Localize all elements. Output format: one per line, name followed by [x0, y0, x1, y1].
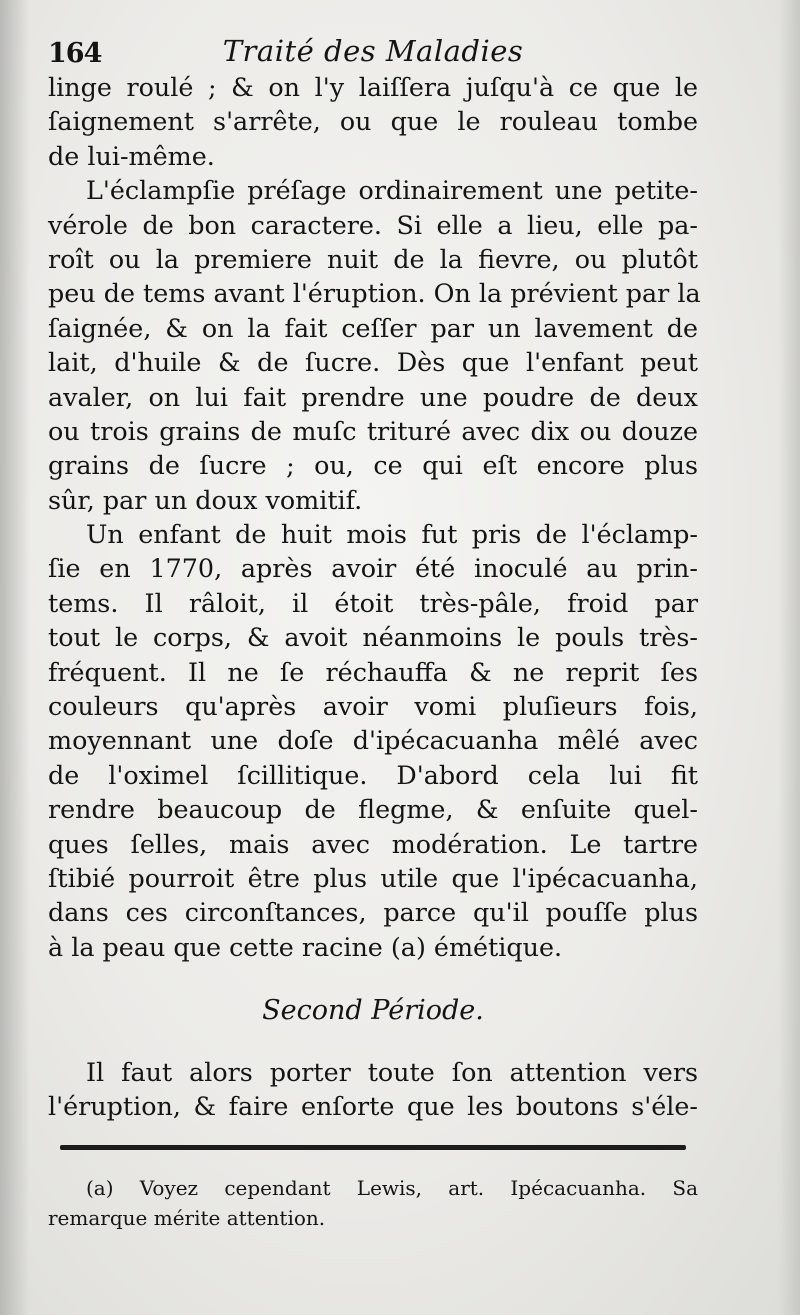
- text-line: couleurs qu'après avoir vomi pluſieurs fois,: [48, 691, 698, 722]
- text-line: ſie en 1770, après avoir été inoculé au prin-: [48, 553, 698, 584]
- text-line: l'éruption, & faire enſorte que les boutons s'éle-: [48, 1091, 698, 1122]
- text-line: L'éclampſie préſage ordinairement une petite-: [86, 175, 698, 206]
- text-line: fréquent. Il ne ſe réchauffa & ne reprit ſes: [48, 656, 698, 687]
- running-title: Traité des Maladies: [222, 34, 524, 68]
- text-line: tout le corps, & avoit néanmoins le pouls très-: [48, 622, 698, 653]
- text-line: sûr, par un doux vomitif.: [48, 484, 363, 515]
- text-line: de l'oximel ſcillitique. D'abord cela lui fit: [48, 759, 698, 790]
- text-line: dans ces circonſtances, parce qu'il pouſſe plus: [48, 897, 698, 928]
- footnote-line: (a) Voyez cependant Lewis, art. Ipécacuanha. Sa: [86, 1176, 698, 1200]
- running-head: [48, 28, 698, 72]
- text-line: rendre beaucoup de flegme, & enſuite quel-: [48, 794, 698, 825]
- text-line: avaler, on lui fait prendre une poudre de deux: [48, 381, 698, 412]
- page-edge-shadow: [778, 0, 800, 1315]
- paragraph-1: [48, 70, 698, 173]
- footnote: [48, 1173, 698, 1233]
- footnote-line: remarque mérite attention.: [48, 1206, 326, 1230]
- text-line: Un enfant de huit mois fut pris de l'éclamp-: [86, 519, 698, 550]
- text-line: Il faut alors porter toute ſon attention vers: [86, 1057, 698, 1087]
- text-line: lait, d'huile & de ſucre. Dès que l'enfant peut: [48, 347, 698, 378]
- text-line: vérole de bon caractere. Si elle a lieu, elle pa-: [48, 209, 698, 240]
- text-line: tems. Il râloit, il étoit très-pâle, froid par: [48, 587, 698, 618]
- gutter-shadow: [0, 0, 30, 1315]
- text-line: grains de ſucre ; ou, ce qui eſt encore plus: [48, 450, 698, 481]
- section-paragraph: [48, 1055, 698, 1124]
- text-line: peu de tems avant l'éruption. On la prévient par la: [48, 278, 701, 309]
- text-line: ques ſelles, mais avec modération. Le tartre: [48, 828, 698, 859]
- section-heading: Second Période.: [262, 995, 484, 1026]
- footnote-rule: [60, 1145, 686, 1150]
- text-line: linge roulé ; & on l'y laiſſera juſqu'à ce que le: [48, 72, 698, 102]
- text-line: ou trois grains de muſc trituré avec dix ou douze: [48, 415, 698, 446]
- paragraph-3: [48, 517, 698, 964]
- text-line: ſtibié pourroit être plus utile que l'ipécacuanha,: [48, 862, 698, 893]
- page-number: 164: [48, 38, 102, 69]
- text-line: ſaignement s'arrête, ou que le rouleau tombe: [48, 106, 698, 137]
- text-line: de lui-même.: [48, 140, 215, 171]
- text-line: moyennant une doſe d'ipécacuanha mêlé avec: [48, 725, 698, 756]
- body-text: [48, 70, 701, 964]
- paragraph-2: [48, 173, 701, 517]
- text-line: roît ou la premiere nuit de la fievre, ou plutôt: [48, 243, 698, 274]
- text-line: ſaignée, & on la fait ceſſer par un lavement de: [48, 312, 698, 343]
- text-line: à la peau que cette racine (a) émétique.: [48, 931, 563, 962]
